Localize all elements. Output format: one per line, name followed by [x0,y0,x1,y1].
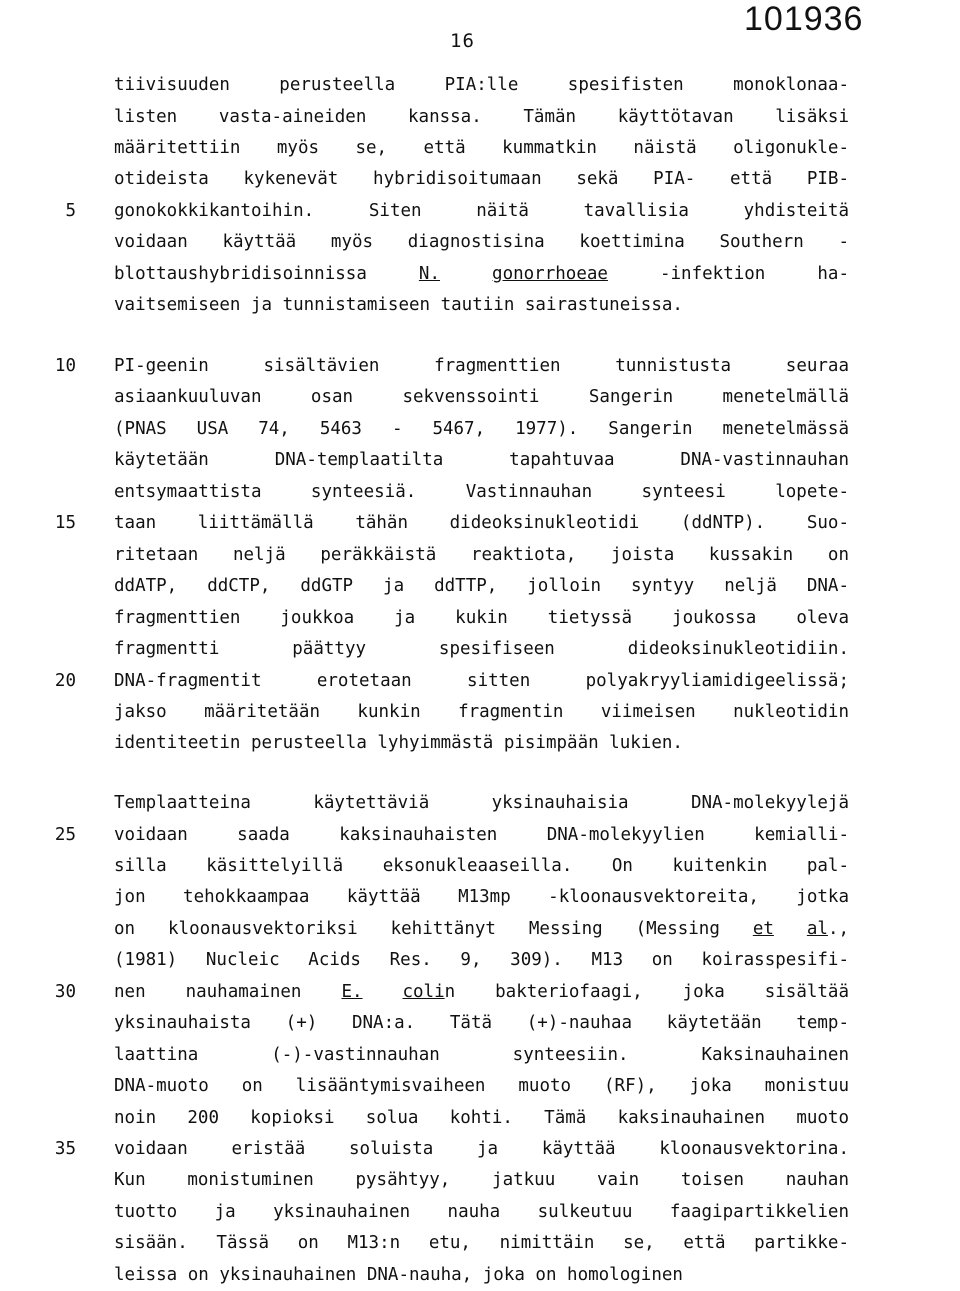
text-segment: fragmenttien joukkoa ja kukin tietyssä joukossa oleva [114,607,849,628]
text-line [114,102,849,133]
text-segment [774,919,807,939]
text-segment: fragmentti päättyy spesifiseen dideoksinukleotidiin. [114,639,849,659]
text-line [114,851,849,882]
text-segment: taan liittämällä tähän dideoksinukleotidi (ddNTP). Suo- [114,513,849,534]
text-line [114,1228,849,1259]
text-segment: silla käsittelyillä eksonukleaaseilla. On kuitenkin pal- [114,855,849,876]
document-number: 101936 [744,0,864,38]
text-line [114,1260,849,1291]
text-segment [363,982,403,1002]
text-line [114,227,849,258]
text-segment: -infektion ha- [607,263,849,284]
page-number: 16 [450,30,475,52]
text-line [114,914,849,945]
text-segment: voidaan saada kaksinauhaisten DNA-molekyylien kemialli- [114,824,849,845]
text-segment: ritetaan neljä peräkkäistä reaktiota, joista kussakin on [114,544,849,565]
text-segment: tiivisuuden perusteella PIA:lle spesifisten monoklonaa- [114,75,849,95]
underlined-term: E. [341,981,363,1002]
line-number-marker: 30 [54,981,76,1002]
text-segment: laattina (-)-vastinnauhan synteesiin. Kaksinauhainen [114,1044,849,1065]
text-line [114,508,849,539]
line-number-marker: 35 [54,1139,76,1159]
text-line [114,540,849,571]
text-segment: identiteetin perusteella lyhyimmästä pisimpään lukien. [114,733,683,754]
text-line [114,196,849,227]
line-number-marker: 10 [54,356,76,376]
underlined-term: et [752,918,774,939]
text-line [114,382,849,413]
text-segment: jakso määritetään kunkin fragmentin viimeisen nukleotidin [114,702,849,722]
text-segment: voidaan eristää soluista ja käyttää kloonausvektorina. [114,1139,849,1159]
text-segment: ddATP, ddCTP, ddGTP ja ddTTP, jolloin syntyy neljä DNA- [114,576,849,597]
text-segment: sisään. Tässä on M13:n etu, nimittäin se, että partikke- [114,1233,849,1254]
text-segment [440,264,492,284]
line-number-marker: 5 [65,200,76,221]
text-line [114,259,849,290]
text-segment: Kun monistuminen pysähtyy, jatkuu vain toisen nauhan [114,1170,849,1191]
line-number-marker: 25 [54,824,76,845]
text-line [114,1165,849,1196]
text-line [114,603,849,634]
text-segment: nen nauhamainen [114,981,342,1002]
text-line [114,728,849,759]
text-segment: voidaan käyttää myös diagnostisina koettimina Southern - [114,232,849,253]
text-segment: vaitsemiseen ja tunnistamiseen tautiin sairastuneissa. [114,295,683,316]
text-line [114,977,849,1008]
text-segment: (1981) Nucleic Acids Res. 9, 309). M13 on koirasspesifi- [114,950,849,971]
text-line [114,477,849,508]
underlined-term: gonorrhoeae [492,263,608,284]
underlined-term: N. [418,263,440,284]
text-line [114,634,849,665]
text-segment: DNA-muoto on lisääntymisvaiheen muoto (RF), joka monistuu [114,1076,849,1096]
text-line [114,164,849,195]
text-line [114,1040,849,1071]
text-segment: DNA-fragmentit erotetaan sitten polyakryyliamidigeelissä; [114,670,849,691]
text-line [114,788,849,819]
text-line [114,666,849,697]
text-segment: yksinauhaista (+) DNA:a. Tätä (+)-nauhaa käytetään temp- [114,1013,849,1034]
text-segment: Templaatteina käytettäviä yksinauhaisia DNA-molekyylejä [114,793,849,813]
text-line [114,1103,849,1134]
text-segment: noin 200 kopioksi solua kohti. Tämä kaksinauhainen muoto [114,1107,849,1128]
text-segment: määritettiin myös se, että kummatkin näistä oligonukle- [114,137,849,158]
text-segment: entsymaattista synteesiä. Vastinnauhan synteesi lopete- [114,481,849,502]
text-segment: on kloonausvektoriksi kehittänyt Messing (Messing [114,918,753,939]
underlined-term: al [806,918,828,939]
text-segment: (PNAS USA 74, 5463 - 5467, 1977). Sangerin menetelmässä [114,418,849,439]
text-segment: käytetään DNA-templaatilta tapahtuvaa DNA-vastinnauhan [114,450,849,471]
text-line [114,945,849,976]
text-line [114,133,849,164]
underlined-term: coli [402,981,445,1002]
text-segment: blottaushybridisoinnissa [114,263,419,284]
text-segment: leissa on yksinauhainen DNA-nauha, joka on homologinen [114,1264,683,1285]
text-segment: otideista kykenevät hybridisoitumaan sekä PIA- että PIB- [114,169,849,190]
line-number-marker: 15 [54,513,76,534]
text-segment: asiaankuuluvan osan sekvenssointi Sangerin menetelmällä [114,387,849,408]
text-line [114,351,849,382]
text-segment: tuotto ja yksinauhainen nauha sulkeutuu faagipartikkelien [114,1201,849,1222]
text-line [114,414,849,445]
text-line [114,1197,849,1228]
line-number-marker: 20 [54,670,76,691]
text-segment: ., [827,918,850,939]
text-line [114,290,849,321]
text-segment: jon tehokkaampaa käyttää M13mp -kloonausvektoreita, jotka [114,887,849,908]
text-segment: n bakteriofaagi, joka sisältää [444,981,849,1002]
text-segment: gonokokkikantoihin. Siten näitä tavallisia yhdisteitä [114,200,849,221]
text-line [114,882,849,913]
text-line [114,697,849,728]
text-line [114,571,849,602]
text-line [114,1008,849,1039]
text-line [114,1134,849,1165]
text-line [114,1071,849,1102]
text-segment: PI-geenin sisältävien fragmenttien tunnistusta seuraa [114,356,849,376]
text-line [114,445,849,476]
text-line [114,70,849,101]
text-segment: listen vasta-aineiden kanssa. Tämän käyttötavan lisäksi [114,106,849,127]
text-line [114,820,849,851]
